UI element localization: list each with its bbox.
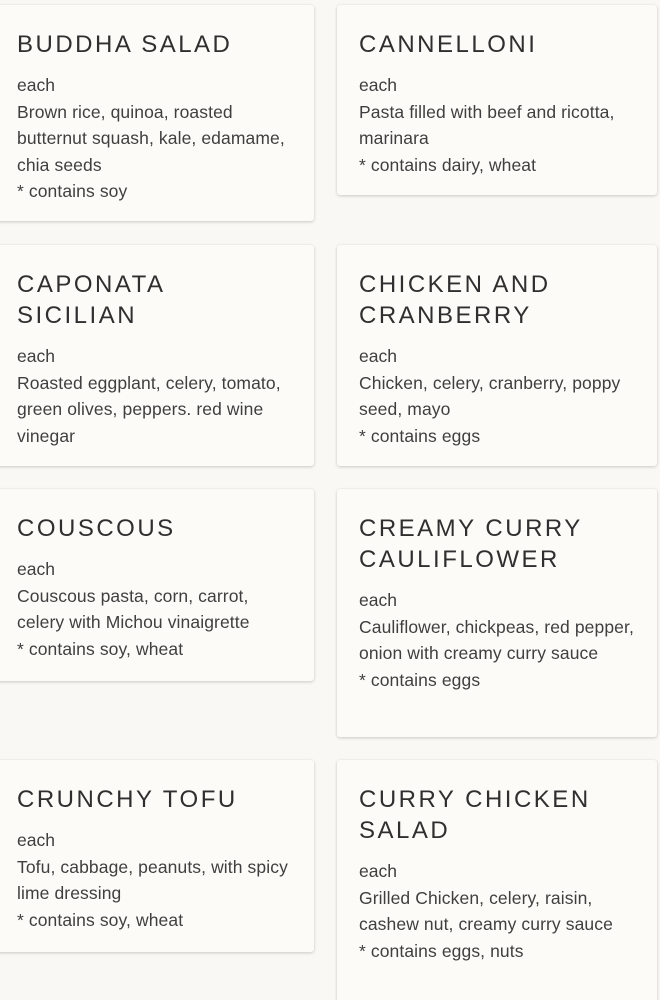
item-name: COUSCOUS [17,515,176,542]
item-description: Chicken, celery, cranberry, poppy seed, mayo [359,372,621,419]
item-description: Couscous pasta, corn, carrot, celery with Michou vinaigrette [17,585,250,632]
item-name: BUDDHA SALAD [17,31,233,58]
item-unit: each [359,861,397,881]
menu-item-card[interactable] [0,5,314,221]
item-unit: each [359,75,397,95]
item-name: CHICKEN AND CRANBERRY [359,271,551,329]
menu-item-card[interactable] [0,489,314,681]
item-description: Pasta filled with beef and ricotta, marinara [359,101,615,148]
item-name: CRUNCHY TOFU [17,786,238,813]
item-name: CAPONATA SICILIAN [17,271,165,329]
item-name: CREAMY CURRY CAULIFLOWER [359,515,583,573]
item-name: CURRY CHICKEN SALAD [359,786,591,844]
item-allergens: * contains eggs [359,425,481,446]
menu-item-card[interactable] [337,5,657,195]
item-description: Grilled Chicken, celery, raisin, cashew nut, creamy curry sauce [359,887,613,934]
item-unit: each [17,75,55,95]
item-allergens: * contains eggs [359,669,481,690]
item-description: Roasted eggplant, celery, tomato, green olives, peppers. red wine vinegar [17,372,281,446]
item-description: Tofu, cabbage, peanuts, with spicy lime dressing [17,856,288,903]
item-unit: each [17,830,55,850]
item-unit: each [359,590,397,610]
item-allergens: * contains soy [17,181,128,201]
item-unit: each [17,346,55,366]
item-name: CANNELLONI [359,31,538,58]
item-allergens: * contains soy, wheat [17,909,184,930]
item-unit: each [359,346,397,366]
menu-item-card[interactable] [337,760,657,1000]
item-unit: each [17,559,55,579]
item-allergens: * contains dairy, wheat [359,154,537,175]
item-description: Cauliflower, chickpeas, red pepper, onion with creamy curry sauce [359,616,634,663]
menu-item-card[interactable] [337,489,657,737]
item-allergens: * contains eggs, nuts [359,940,524,961]
menu-item-card[interactable] [0,760,314,952]
menu-item-card[interactable] [0,245,314,466]
item-allergens: * contains soy, wheat [17,638,184,659]
menu-item-card[interactable] [337,245,657,466]
item-description: Brown rice, quinoa, roasted butternut squash, kale, edamame, chia seeds [17,101,285,175]
